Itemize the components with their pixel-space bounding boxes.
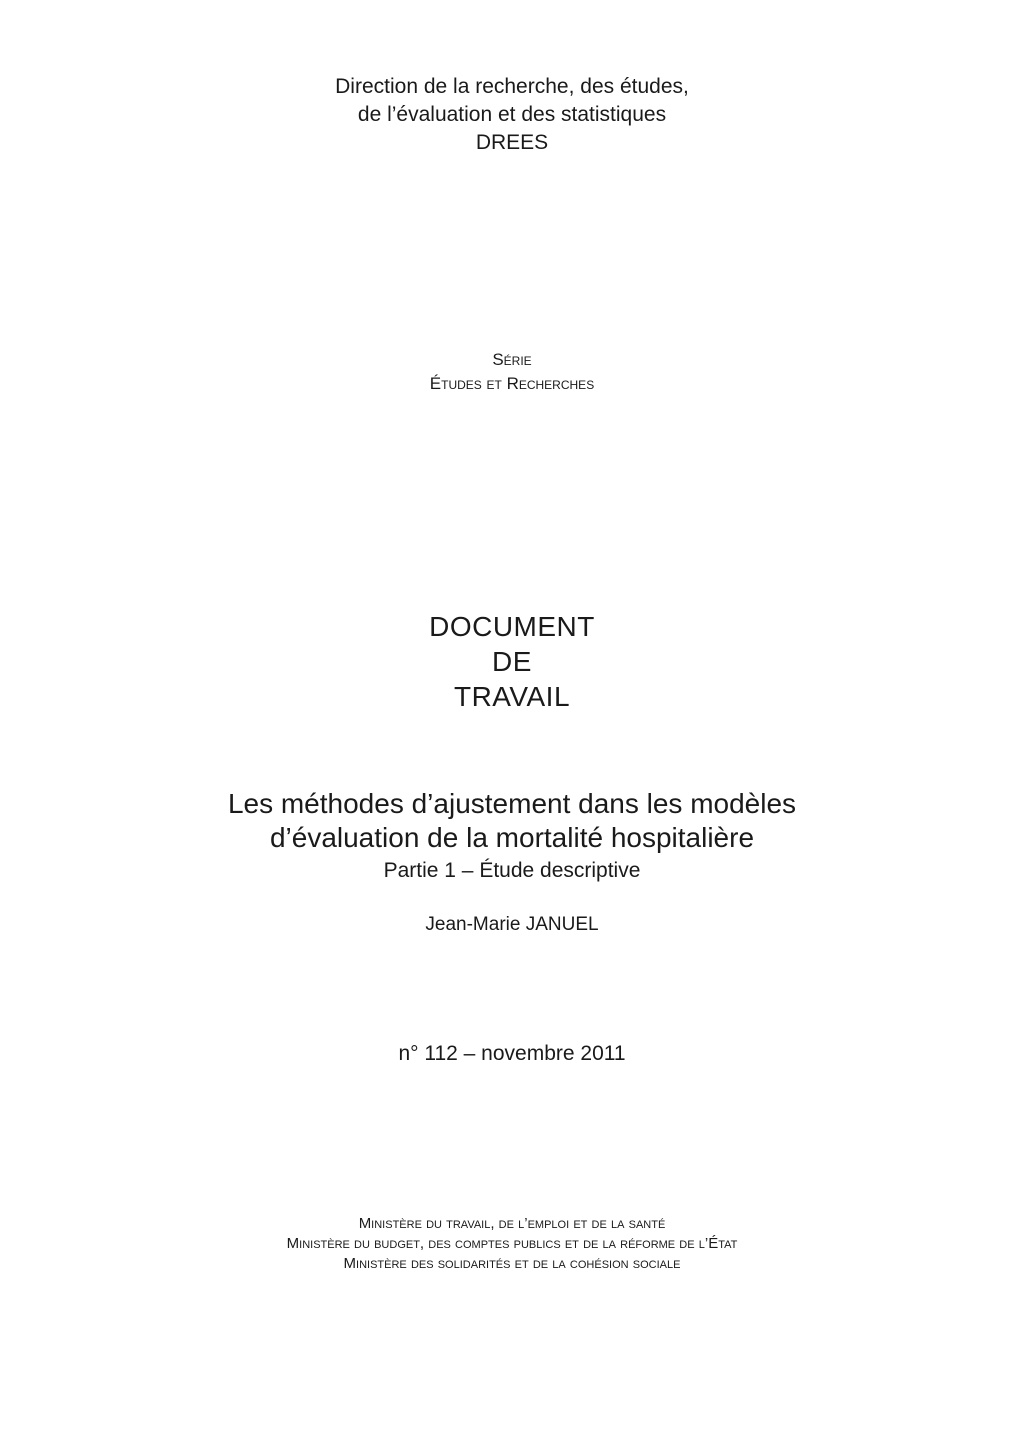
doctype-line-2: DE	[492, 646, 532, 677]
document-type	[0, 609, 1024, 714]
issuing-directorate	[0, 73, 1024, 157]
directorate-line-2: de l’évaluation et des statistiques	[357, 103, 667, 126]
ministry-line: Ministère des solidarités et de la cohésion sociale	[343, 1255, 681, 1272]
doctype-line-1: DOCUMENT	[429, 611, 595, 642]
title-line-2: d’évaluation de la mortalité hospitalière	[269, 822, 755, 853]
doctype-line-3: TRAVAIL	[453, 681, 571, 712]
issue-number-date	[0, 1040, 1024, 1068]
document-subtitle	[0, 858, 1024, 884]
series-name: Études et Recherches	[429, 374, 595, 393]
directorate-line-1: Direction de la recherche, des études,	[335, 75, 689, 98]
author-name	[0, 913, 1024, 937]
directorate-acronym: DREES	[475, 131, 549, 154]
issue-text: n° 112 – novembre 2011	[398, 1042, 626, 1065]
document-title	[0, 787, 1024, 855]
author-text: Jean-Marie JANUEL	[425, 914, 599, 935]
series-label	[0, 348, 1024, 396]
subtitle-text: Partie 1 – Étude descriptive	[383, 859, 641, 882]
ministry-line: Ministère du budget, des comptes publics et de la réforme de l’État	[286, 1235, 738, 1252]
ministry-line: Ministère du travail, de l’emploi et de la santé	[358, 1215, 666, 1232]
title-line-1: Les méthodes d’ajustement dans les modèles	[227, 788, 797, 819]
series-heading: Série	[492, 350, 532, 369]
ministries-list	[0, 1214, 1024, 1274]
